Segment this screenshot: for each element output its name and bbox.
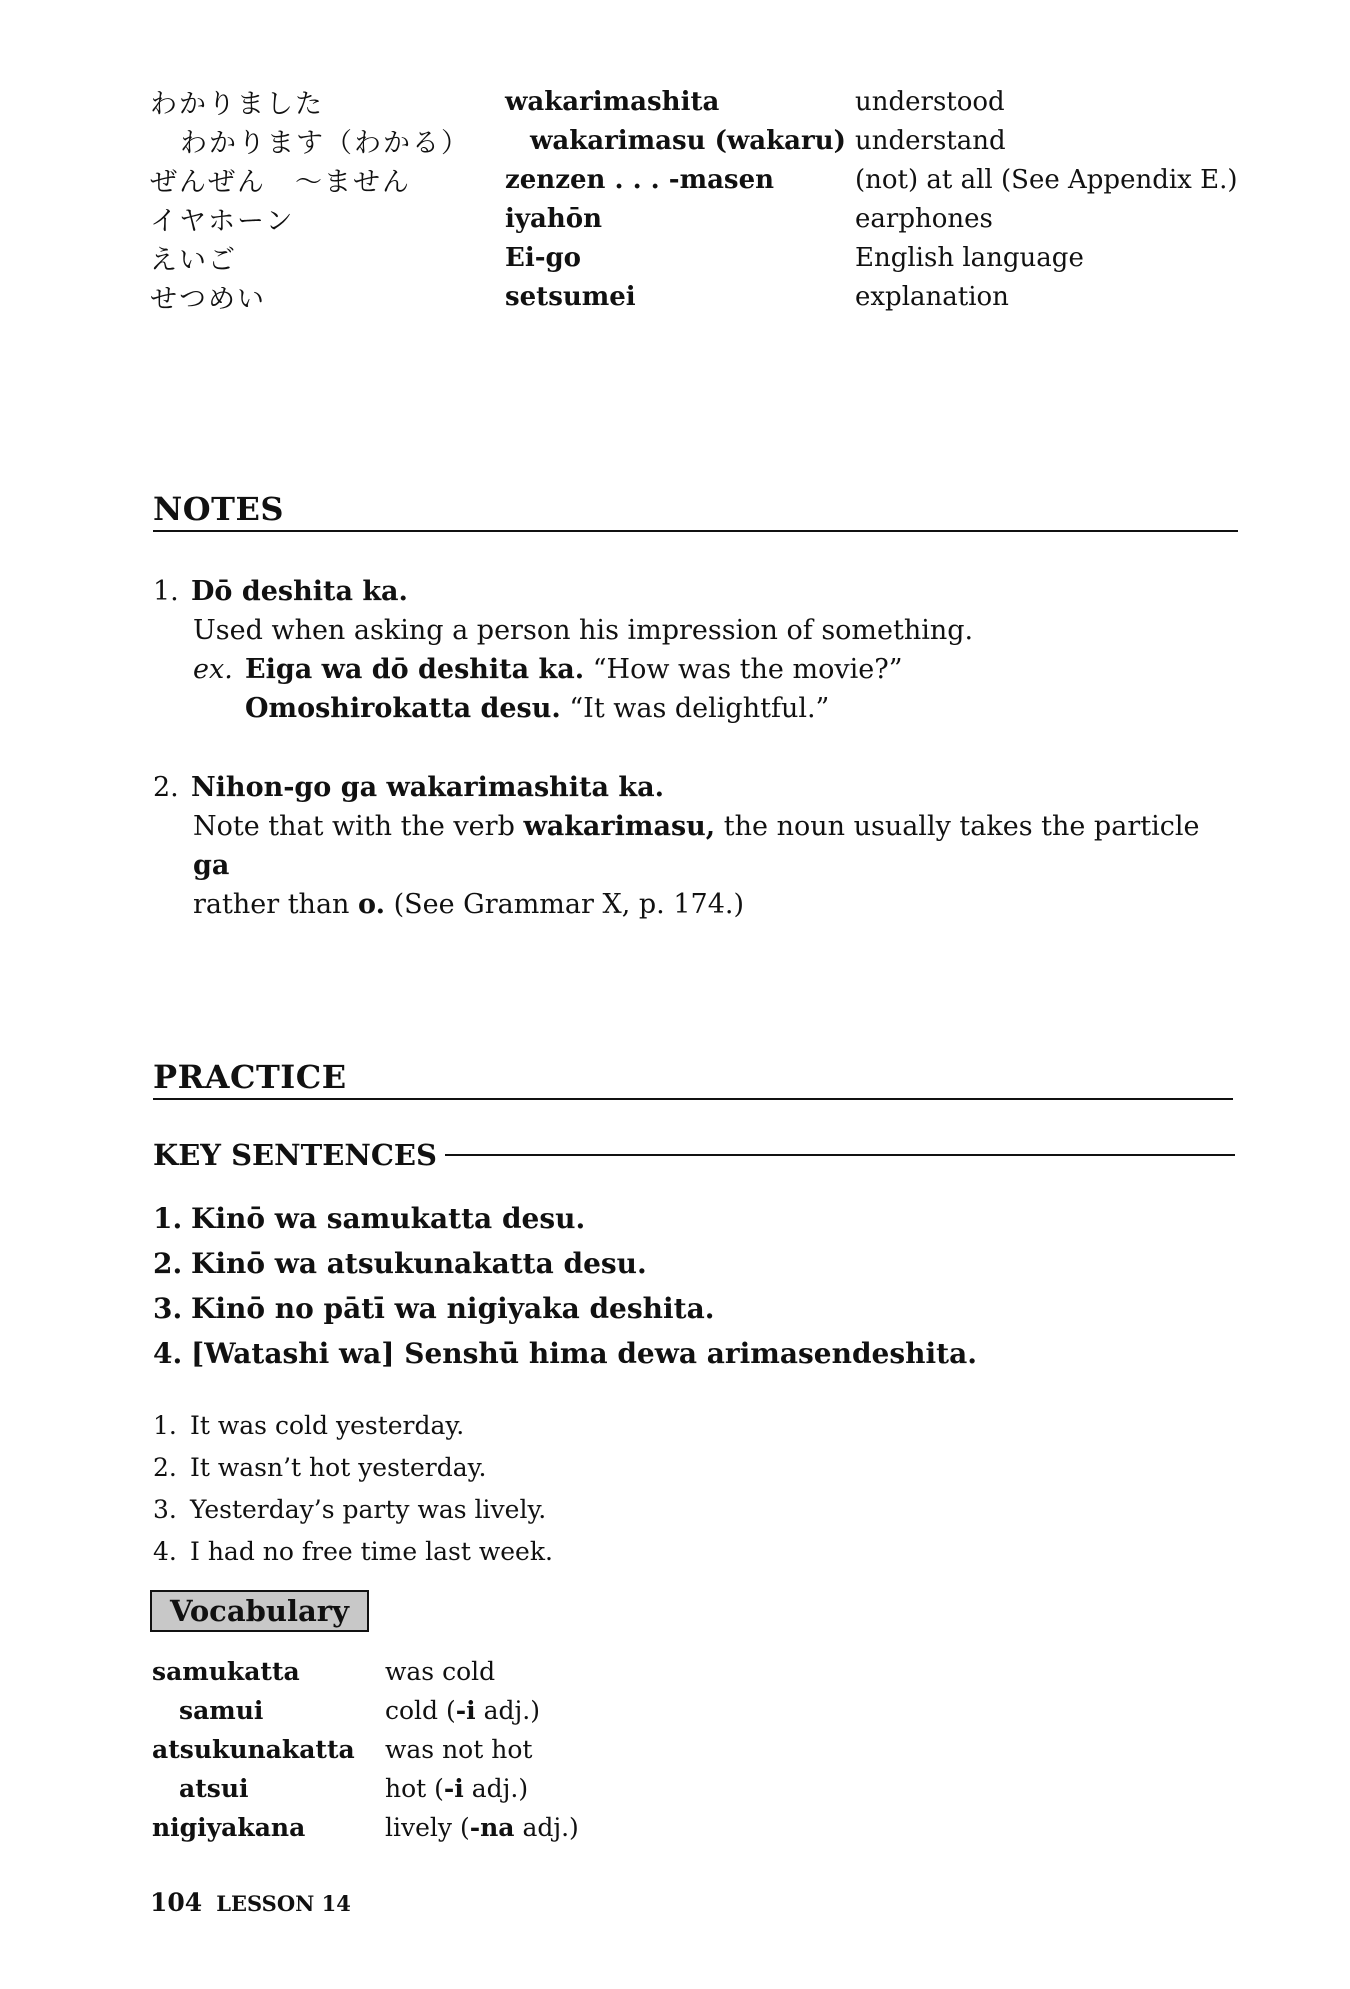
vocab-romaji: atsui [179,1774,249,1803]
note-title: Nihon-go ga wakarimashita ka. [191,772,665,803]
vocab-english-part: lively ( [385,1813,470,1842]
sentence-text: Kinō no pātī wa nigiyaka deshita. [191,1292,715,1325]
sentence-text: [Watashi wa] Senshū hima dewa arimasendeshita. [191,1337,977,1370]
vocab-english-part: adj.) [475,1696,540,1725]
vocab-row [152,1691,852,1730]
note-title: Dō deshita ka. [191,576,408,607]
vocab-english: (not) at all (See Appendix E.) [855,164,1238,195]
sentence-text: Kinō wa samukatta desu. [191,1202,586,1235]
vocab-english-part: hot ( [385,1774,444,1803]
sentence-text: Kinō wa atsukunakatta desu. [191,1247,647,1280]
note-text-bold: o. [358,889,385,920]
vocab-row [150,238,1250,277]
vocab-english-bold: -i [443,1774,464,1803]
note-body: Used when asking a person his impression of something. [193,615,974,646]
translations-list [153,1404,1243,1572]
note-number: 1. [153,576,179,607]
vocab-romaji: samukatta [152,1657,300,1686]
vocabulary-list [152,1652,852,1847]
note-1 [153,572,1243,728]
key-sentence [153,1241,1243,1286]
vocab-row [150,277,1250,316]
sentence-number: 2. [153,1247,183,1280]
vocab-english [385,1813,579,1842]
translation [153,1404,1243,1446]
vocabulary-label-box [150,1590,369,1632]
key-sentences-list [153,1196,1243,1376]
sentence-number: 4. [153,1337,183,1370]
vocab-row [152,1769,852,1808]
practice-heading: PRACTICE [153,1058,1233,1100]
vocab-english-part: adj.) [463,1774,529,1803]
vocab-english: earphones [855,203,993,234]
note-text: rather than [193,889,350,920]
vocabulary-label: Vocabulary [150,1590,369,1632]
vocab-english: explanation [855,281,1009,312]
translation-text: Yesterday’s party was lively. [190,1494,547,1524]
vocab-romaji: setsumei [505,281,636,312]
translation [153,1530,1243,1572]
sentence-number: 3. [153,1292,183,1325]
vocab-romaji: wakarimasu (wakaru) [530,125,846,156]
key-sentence [153,1286,1243,1331]
vocab-english: was cold [385,1657,496,1686]
note-text: Note that with the verb [193,811,515,842]
note-text: the noun usually takes the particle [723,811,1200,842]
vocab-row [152,1730,852,1769]
vocab-row [150,160,1250,199]
translation-number: 1. [153,1410,177,1440]
vocab-japanese: えいご [150,245,237,276]
translation-number: 3. [153,1494,177,1524]
vocab-table-top [150,82,1250,316]
example-japanese: Omoshirokatta desu. [245,693,561,724]
vocab-japanese: イヤホーン [150,206,295,237]
divider [445,1154,1235,1156]
vocab-row [150,121,1250,160]
vocab-english: understand [855,125,1006,156]
note-text-bold: wakarimasu, [523,811,716,842]
note-example-1 [153,650,1243,689]
vocab-english: understood [855,86,1005,117]
vocab-english: was not hot [385,1735,533,1764]
example-japanese: Eiga wa dō deshita ka. [245,654,585,685]
translation-text: I had no free time last week. [190,1536,553,1566]
translation-text: It wasn’t hot yesterday. [190,1452,487,1482]
translation-text: It was cold yesterday. [190,1410,465,1440]
vocab-row [152,1808,852,1847]
note-text: (See Grammar X, p. 174.) [393,889,744,920]
vocab-romaji: Ei-go [505,242,582,273]
key-sentences-heading [153,1138,1235,1172]
vocab-english-part: cold ( [385,1696,456,1725]
vocab-romaji: atsukunakatta [152,1735,355,1764]
vocab-romaji: nigiyakana [152,1813,306,1842]
notes-heading: NOTES [153,490,1238,532]
vocab-japanese: ぜんぜん 〜ません [150,167,411,198]
key-sentences-title: KEY SENTENCES [153,1138,437,1172]
vocab-english [385,1696,540,1725]
example-translation: “How was the movie?” [592,654,903,685]
vocab-romaji: iyahōn [505,203,602,234]
vocab-romaji: wakarimashita [505,86,720,117]
example-label: ex. [193,654,233,685]
vocab-english-bold: -na [469,1813,515,1842]
sentence-number: 1. [153,1202,183,1235]
vocab-english [385,1774,528,1803]
vocab-japanese: わかりました [150,89,324,120]
vocab-japanese: せつめい [150,284,266,315]
note-body [153,807,1243,924]
page-number: 104 [150,1888,203,1917]
vocab-english: English language [855,242,1084,273]
example-translation: “It was delightful.” [569,693,830,724]
vocab-romaji: zenzen . . . -masen [505,164,775,195]
note-text-bold: ga [193,850,230,881]
vocab-row [152,1652,852,1691]
vocab-english-part: adj.) [514,1813,579,1842]
note-number: 2. [153,772,179,803]
translation-number: 2. [153,1452,177,1482]
note-example-2 [153,689,1243,728]
key-sentence [153,1331,1243,1376]
translation [153,1446,1243,1488]
translation [153,1488,1243,1530]
vocab-row [150,199,1250,238]
page-footer [150,1888,351,1917]
note-2 [153,768,1243,924]
vocab-japanese: わかります（わかる） [180,128,470,159]
lesson-label: LESSON 14 [216,1891,351,1916]
translation-number: 4. [153,1536,177,1566]
key-sentence [153,1196,1243,1241]
vocab-english-bold: -i [455,1696,476,1725]
vocab-romaji: samui [179,1696,264,1725]
vocab-row [150,82,1250,121]
